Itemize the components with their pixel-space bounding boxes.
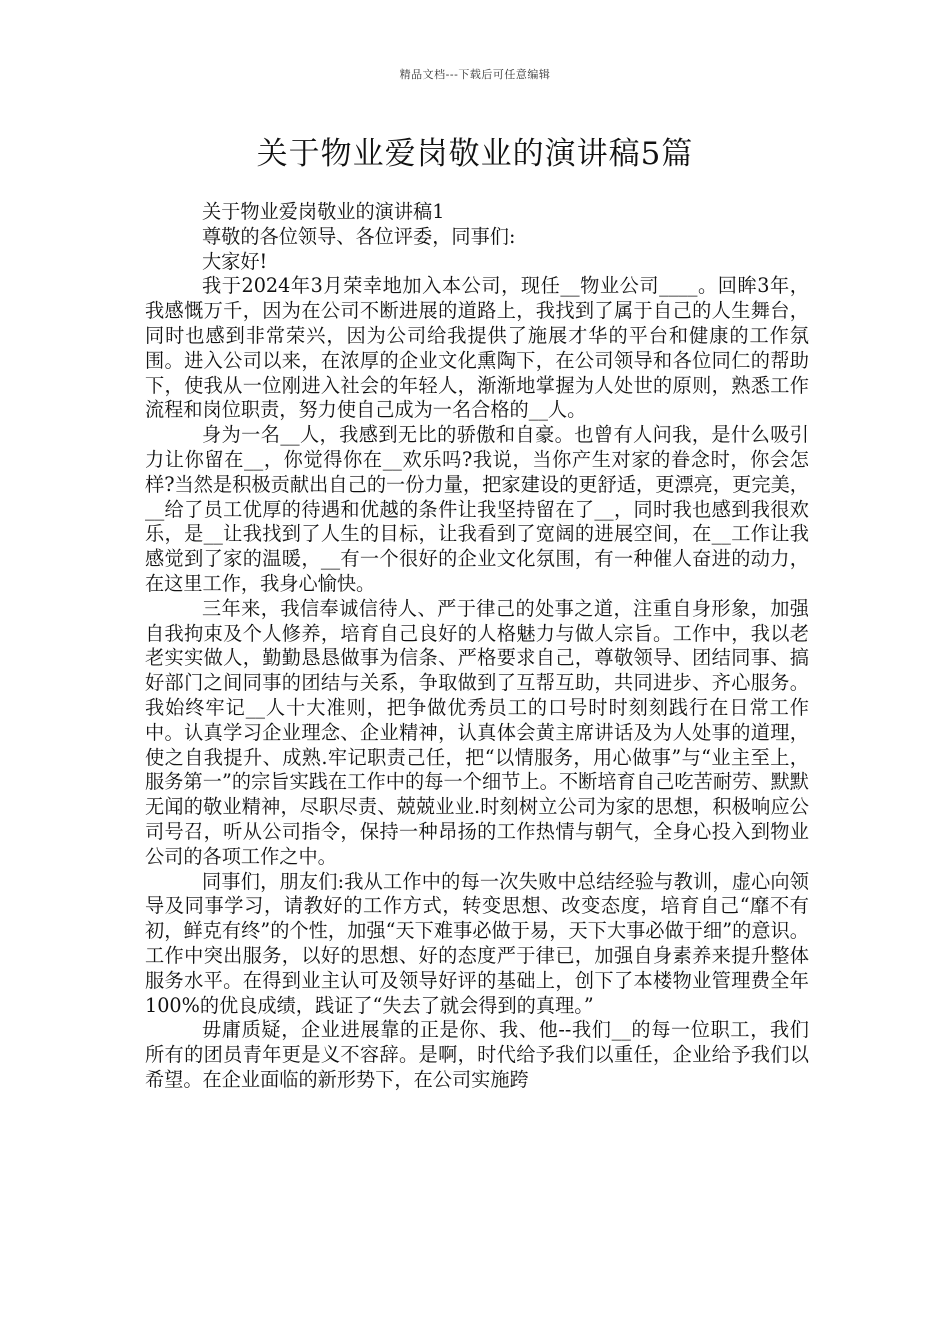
paragraph: 我于2024年3月荣幸地加入本公司，现任__物业公司____。回眸3年，我感慨万千，因为在公司不断进展的道路上，我找到了属于自己的人生舞台，同时也感到非常荣兴，因为公司给我提供了施展才华的平台和健康的工作氛围。进入公司以来，在浓厚的企业文化熏陶下，在公司领导和各位同仁的帮助下，使我从一位刚进入社会的年轻人，渐渐地掌握为人处世的原则，熟悉工作流程和岗位职责，努力使自己成为一名合格的__人。: [145, 274, 809, 422]
paragraph: 同事们，朋友们:我从工作中的每一次失败中总结经验与教训，虚心向领导及同事学习，请教好的工作方式，转变思想、改变态度，培育自己“靡不有初，鲜克有终”的个性，加强“天下难事必做于易，天下大事必做于细”的意识。工作中突出服务，以好的思想、好的态度严于律已，加强自身素养来提升整体服务水平。在得到业主认可及领导好评的基础上，创下了本楼物业管理费全年100%的优良成绩，践证了“失去了就会得到的真理。”: [145, 869, 809, 1017]
greeting: 大家好!: [202, 249, 268, 273]
document-title: 关于物业爱岗敬业的演讲稿5篇: [256, 136, 694, 172]
header-note: 精品文档---下载后可任意编辑: [399, 68, 551, 81]
paragraph: 毋庸质疑，企业进展靠的正是你、我、他--我们__的每一位职工，我们所有的团员青年更是义不容辞。是啊，时代给予我们以重任，企业给予我们以希望。在企业面临的新形势下，在公司实施跨: [145, 1018, 809, 1091]
salutation: 尊敬的各位领导、各位评委，同事们:: [202, 224, 516, 248]
paragraph: 三年来，我信奉诚信待人、严于律己的处事之道，注重自身形象，加强自我拘束及个人修养，培育自己良好的人格魅力与做人宗旨。工作中，我以老老实实做人，勤勤恳恳做事为信条、严格要求自己，尊敬领导、团结同事、搞好部门之间同事的团结与关系，争取做到了互帮互助，共同进步、齐心服务。我始终牢记__人十大准则，把争做优秀员工的口号时时刻刻践行在日常工作中。认真学习企业理念、企业精神，认真体会黄主席讲话及为人处事的道理，使之自我提升、成熟.牢记职责己任，把“以情服务，用心做事”与“业主至上，服务第一”的宗旨实践在工作中的每一个细节上。不断培育自己吃苦耐劳、默默无闻的敬业精神，尽职尽责、兢兢业业.时刻树立公司为家的思想，积极响应公司号召，听从公司指令，保持一种昂扬的工作热情与朝气，全身心投入到物业公司的各项工作之中。: [145, 596, 809, 868]
paragraph: 身为一名__人，我感到无比的骄傲和自豪。也曾有人问我，是什么吸引力让你留在__，你觉得你在__欢乐吗?我说，当你产生对家的眷念时，你会怎样?当然是积极贡献出自己的一份力量，把家建设的更舒适，更漂亮，更完美，__给了员工优厚的待遇和优越的条件让我坚持留在了__，同时我也感到我很欢乐，是__让我找到了人生的目标，让我看到了宽阔的进展空间，在__工作让我感觉到了家的温暖，__有一个很好的企业文化氛围，有一种催人奋进的动力，在这里工作，我身心愉快。: [145, 423, 809, 595]
document-body: [145, 200, 809, 1093]
section-subtitle: 关于物业爱岗敬业的演讲稿1: [202, 200, 445, 223]
